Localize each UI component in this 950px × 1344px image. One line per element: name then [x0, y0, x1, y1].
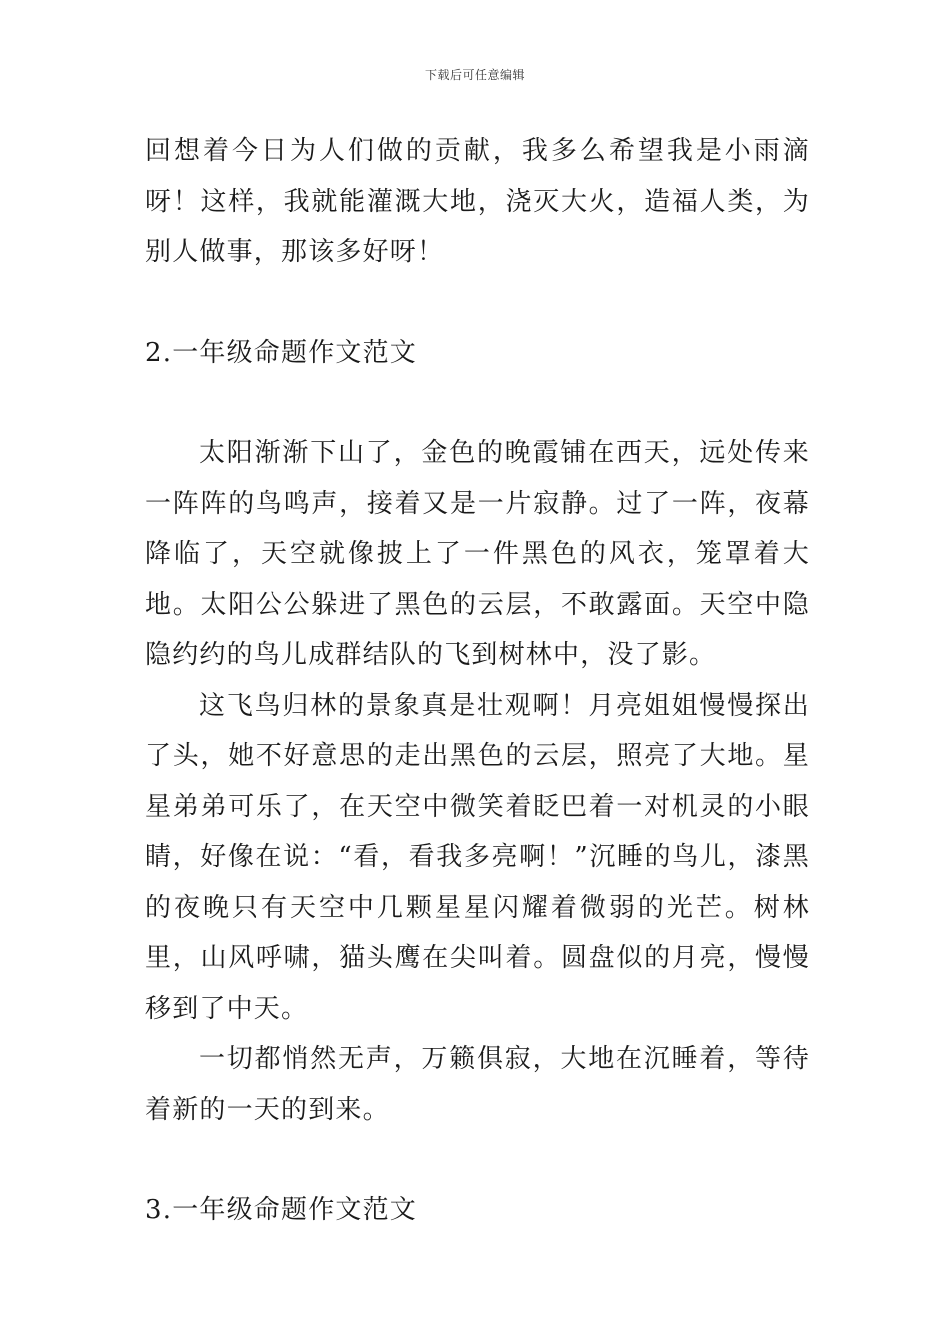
- section-3-title: 3.一年级命题作文范文: [145, 1195, 418, 1225]
- section-2-paragraph-1: 太阳渐渐下山了，金色的晚霞铺在西天，远处传来一阵阵的鸟鸣声，接着又是一片寂静。过了一阵，夜幕降临了，天空就像披上了一件黑色的风衣，笼罩着大地。太阳公公躲进了黑色的云层，不敢露面。天空中隐隐约约的鸟儿成群结队的飞到树林中，没了影。: [145, 438, 810, 670]
- section-2-paragraph-2: 这飞鸟归林的景象真是壮观啊！月亮姐姐慢慢探出了头，她不好意思的走出黑色的云层，照亮了大地。星星弟弟可乐了，在天空中微笑着眨巴着一对机灵的小眼睛，好像在说：“看，看我多亮啊！”沉睡的鸟儿，漆黑的夜晚只有天空中几颗星星闪耀着微弱的光芒。树林里，山风呼啸，猫头鹰在尖叫着。圆盘似的月亮，慢慢移到了中天。: [145, 690, 810, 1024]
- page-header-note: 下载后可任意编辑: [424, 68, 525, 82]
- spacer: [145, 1135, 810, 1185]
- spacer: [145, 378, 810, 428]
- document-body: [145, 126, 810, 1236]
- spacer: [145, 278, 810, 328]
- intro-paragraph: 回想着今日为人们做的贡献，我多么希望我是小雨滴呀！这样，我就能灌溉大地，浇灭大火，造福人类，为别人做事，那该多好呀！: [145, 136, 810, 267]
- section-2-title: 2.一年级命题作文范文: [145, 337, 418, 368]
- section-2-paragraph-3: 一切都悄然无声，万籁俱寂，大地在沉睡着，等待着新的一天的到来。: [145, 1044, 810, 1125]
